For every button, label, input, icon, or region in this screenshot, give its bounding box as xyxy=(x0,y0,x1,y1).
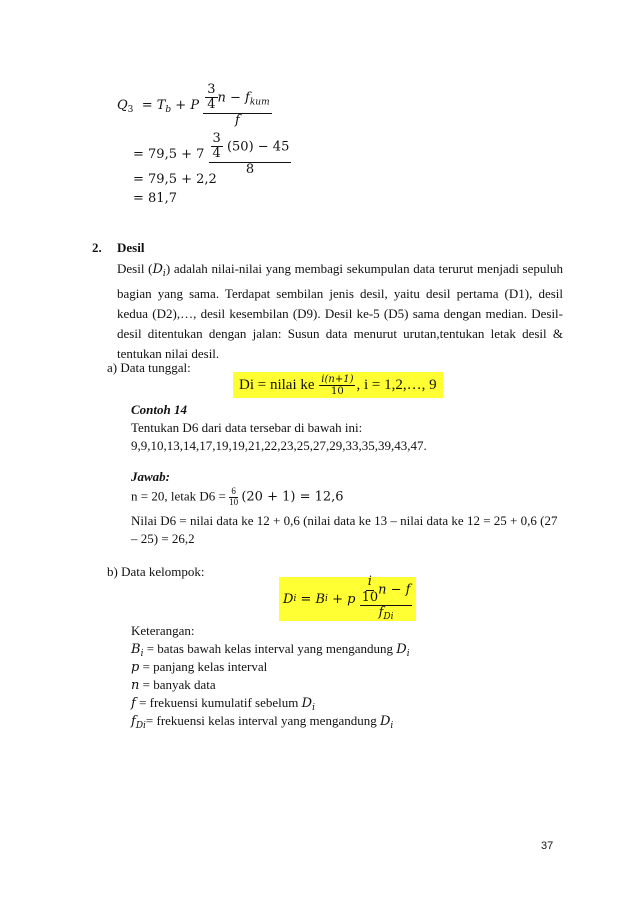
q3-line4: = 81,7 xyxy=(133,191,177,206)
example-data: 9,9,10,13,14,17,19,19,21,22,23,25,27,29,33,35,39,43,47. xyxy=(131,438,427,453)
keterangan-item: $f_{Di}=$ frekuensi kelas interval yang mengandung $D_i$ xyxy=(131,713,394,731)
answer-line2: Nilai D6 = nilai data ke 12 + 0,6 (nilai data ke 13 – nilai data ke 12 = 25 + 0,6 (27 xyxy=(131,513,558,528)
q3-line2: = 79,5 + 7 $\frac{3}{4}$ (50) − 45 8 xyxy=(133,131,290,177)
q3-line3: = 79,5 + 2,2 xyxy=(133,172,217,187)
example-title: Contoh 14 xyxy=(131,402,187,417)
keterangan-item: $B_i$ = batas bawah kelas interval yang mengandung $D_i$ xyxy=(131,641,410,659)
q3-fraction: $\frac{3}{4}$ $n - f_{kum}$ f xyxy=(203,83,271,128)
section-title: Desil xyxy=(117,240,145,255)
keterangan-item: f = frekuensi kumulatif sebelum $D_i$ xyxy=(131,695,315,713)
keterangan-title: Keterangan: xyxy=(131,623,195,638)
keterangan-item: n = banyak data xyxy=(131,677,216,693)
part-a-label: a) Data tunggal: xyxy=(107,360,191,375)
keterangan-item: p = panjang kelas interval xyxy=(131,659,268,675)
data-kelompok-formula: D i = B i + p $\frac{i}{10}$ n − f $f_{Di}$ xyxy=(279,577,416,621)
q3-line1: $Q_3 = T_b + P$ $\frac{3}{4}$ $n - f_{kum}$ f xyxy=(117,82,270,128)
data-tunggal-formula: Di = nilai ke $\frac{i(n+1)}{10}$ , i = 1,2,…, 9 xyxy=(233,372,443,398)
section-number: 2. xyxy=(92,240,102,255)
answer-line3: – 25) = 26,2 xyxy=(131,531,195,546)
desil-paragraph: Desil $(D_i)$ adalah nilai-nilai yang membagi sekumpulan data terurut menjadi sepuluh bagian yang sama. Terdapat sembilan jenis desil, yaitu desil pertama (D1), desil kedua (D2),…, desil kesembilan (D9). Desil ke-5 (D5) sama dengan median. Desil-desil ditentukan dengan jalan: Susun data menurut urutan,tentukan letak desil & tentukan nilai desil. xyxy=(117,261,563,361)
answer-title: Jawab: xyxy=(131,469,170,484)
answer-line1: n = 20, letak D6 = $\frac{6}{10}$ (20 + 1) = 12,6 xyxy=(131,486,344,507)
page-number: 37 xyxy=(541,840,554,852)
part-b-label: b) Data kelompok: xyxy=(107,564,205,579)
example-line1: Tentukan D6 dari data tersebar di bawah ini: xyxy=(131,420,363,435)
